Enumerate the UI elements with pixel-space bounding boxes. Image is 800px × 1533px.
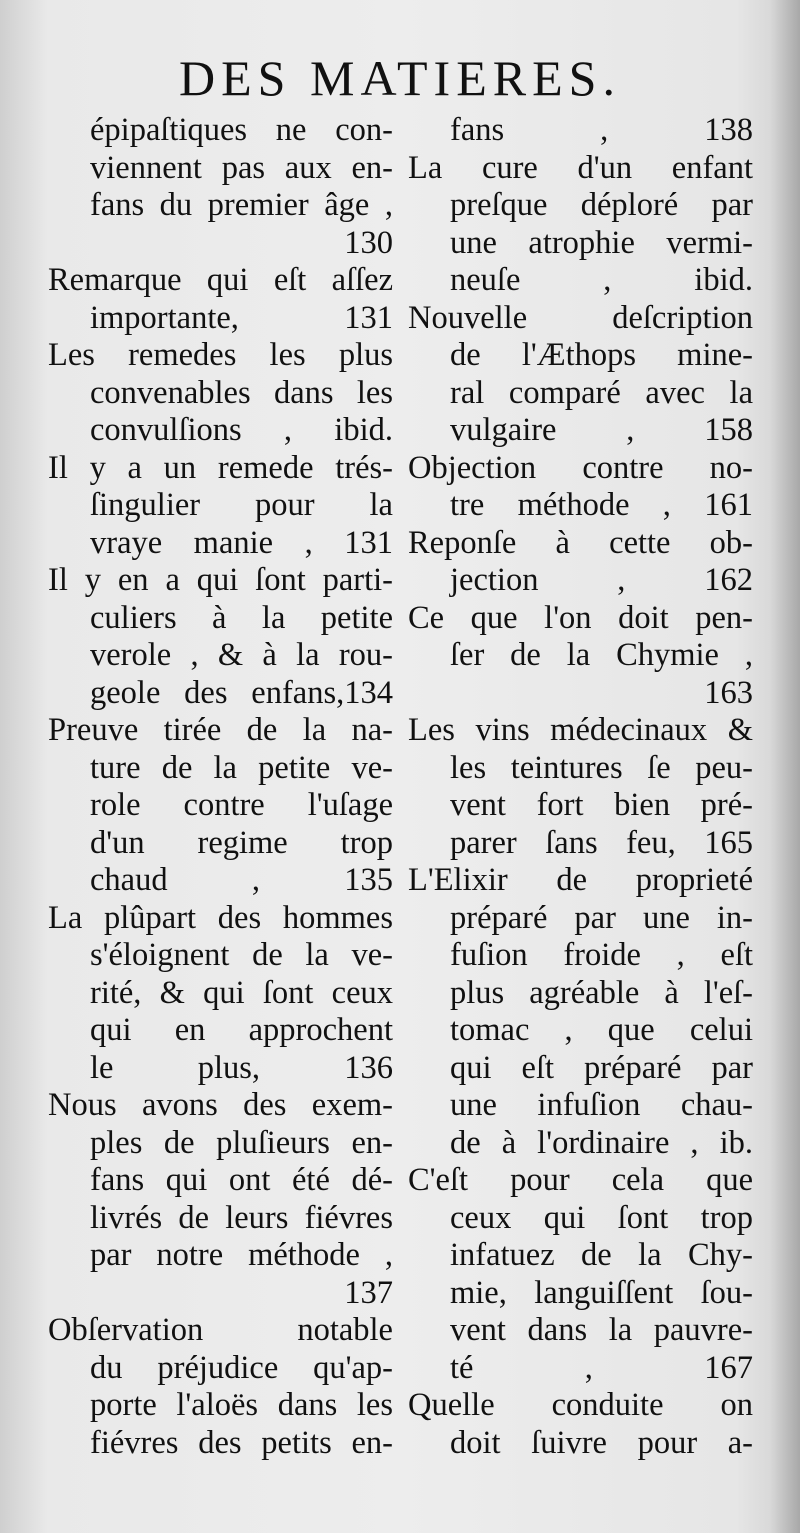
entry-line: convulſions , ibid.	[90, 412, 393, 448]
entry-line: Objection contre no-	[408, 449, 753, 486]
entry-line: Il y en a qui ſont parti-	[48, 562, 393, 598]
entry-line: tre méthode , 161	[450, 487, 753, 523]
entry-line: ſer de la Chymie ,	[450, 637, 753, 673]
entry-line: de à l'ordinaire , ib.	[450, 1124, 753, 1161]
entry-line: Nouvelle deſcription	[408, 299, 753, 336]
entry-line: tomac , que celui	[450, 1012, 753, 1048]
entry-line: Preuve tirée de la na-	[48, 712, 393, 748]
entry-line: mie, languiſſent ſou-	[450, 1274, 753, 1311]
index-entry	[408, 862, 753, 1162]
entry-line: du préjudice qu'ap-	[90, 1349, 393, 1386]
entry-line: fuſion froide , eſt	[450, 937, 753, 973]
index-entry	[408, 712, 753, 862]
entry-line: doit ſuivre pour a-	[450, 1424, 753, 1461]
left-column	[48, 112, 393, 1462]
index-entry	[48, 262, 393, 337]
entry-line: préparé par une in-	[450, 899, 753, 936]
entry-line: C'eſt pour cela que	[408, 1162, 753, 1198]
entry-line: Quelle conduite on	[408, 1387, 753, 1423]
page-reference: 163	[704, 674, 753, 711]
entry-line: convenables dans les	[90, 374, 393, 411]
entry-line: fans du premier âge ,	[90, 187, 393, 223]
entry-line: qui eſt préparé par	[450, 1049, 753, 1086]
page-reference: 130	[344, 224, 393, 261]
index-entry	[48, 450, 393, 563]
entry-line: vent dans la pauvre-	[450, 1312, 753, 1348]
entry-line: porte l'aloës dans les	[90, 1387, 393, 1423]
index-entry	[408, 150, 753, 300]
entry-line: culiers à la petite	[90, 599, 393, 636]
entry-line: preſque déploré par	[450, 187, 753, 223]
entry-line: ſingulier pour la	[90, 487, 393, 523]
entry-line: jection , 162	[450, 562, 753, 598]
page-edge-shadow	[770, 0, 800, 1533]
entry-line: geole des enfans,134	[90, 674, 393, 711]
entry-line: vulgaire , 158	[450, 412, 753, 448]
entry-line: Ce que l'on doit pen-	[408, 599, 753, 636]
index-entry	[48, 337, 393, 450]
page-title: DES MATIERES.	[179, 50, 621, 106]
page-reference: 137	[344, 1274, 393, 1311]
entry-line: Nous avons des exem-	[48, 1087, 393, 1123]
index-entry	[48, 562, 393, 712]
index-entry	[408, 600, 753, 713]
right-column	[408, 112, 753, 1462]
entry-line: rité, & qui ſont ceux	[90, 974, 393, 1011]
entry-line: infatuez de la Chy-	[450, 1237, 753, 1273]
entry-line: livrés de leurs fiévres	[90, 1199, 393, 1236]
entry-line: fans qui ont été dé-	[90, 1162, 393, 1198]
entry-line: le plus, 136	[90, 1049, 393, 1086]
entry-line: fiévres des petits en-	[90, 1424, 393, 1461]
entry-line: plus agréable à l'eſ-	[450, 974, 753, 1011]
entry-line: par notre méthode ,	[90, 1237, 393, 1273]
entry-line: Les remedes les plus	[48, 337, 393, 373]
entry-line: té , 167	[450, 1349, 753, 1386]
entry-line: La plûpart des hommes	[48, 899, 393, 936]
index-entry	[408, 1387, 753, 1462]
entry-line: d'un regime trop	[90, 824, 393, 861]
entry-line: ral comparé avec la	[450, 374, 753, 411]
index-entry	[408, 1162, 753, 1387]
entry-line: qui en approchent	[90, 1012, 393, 1048]
entry-line: une atrophie vermi-	[450, 224, 753, 261]
index-entry	[408, 450, 753, 525]
entry-line: viennent pas aux en-	[90, 149, 393, 186]
entry-line: ples de pluſieurs en-	[90, 1124, 393, 1161]
entry-line: L'Elixir de proprieté	[408, 862, 753, 898]
entry-line: s'éloignent de la ve-	[90, 937, 393, 973]
entry-line: neuſe , ibid.	[450, 262, 753, 298]
entry-line: ture de la petite ve-	[90, 749, 393, 786]
entry-line: verole , & à la rou-	[90, 637, 393, 673]
entry-line: vraye manie , 131	[90, 524, 393, 561]
entry-line: role contre l'uſage	[90, 787, 393, 823]
entry-line: vent fort bien pré-	[450, 787, 753, 823]
index-entry	[48, 712, 393, 900]
index-entry	[408, 112, 753, 150]
index-entry	[48, 1312, 393, 1462]
entry-line: Il y a un remede trés-	[48, 449, 393, 486]
index-entry	[408, 300, 753, 450]
entry-line: les teintures ſe peu-	[450, 749, 753, 786]
entry-line: de l'Æthops mine-	[450, 337, 753, 373]
index-entry	[408, 525, 753, 600]
entry-line: Reponſe à cette ob-	[408, 524, 753, 561]
entry-line: Les vins médecinaux &	[408, 712, 753, 748]
entry-line: Remarque qui eſt aſſez	[48, 262, 393, 298]
entry-line: chaud , 135	[90, 862, 393, 898]
entry-line: une infuſion chau-	[450, 1087, 753, 1123]
index-entry	[48, 112, 393, 262]
entry-line: importante, 131	[90, 299, 393, 336]
entry-line: fans , 138	[450, 112, 753, 148]
entry-line: La cure d'un enfant	[408, 149, 753, 186]
entry-line: parer ſans feu, 165	[450, 824, 753, 861]
index-entry	[48, 900, 393, 1088]
entry-line: Obſervation notable	[48, 1312, 393, 1348]
entry-line: épipaſtiques ne con-	[90, 112, 393, 148]
index-entry	[48, 1087, 393, 1312]
entry-line: ceux qui ſont trop	[450, 1199, 753, 1236]
